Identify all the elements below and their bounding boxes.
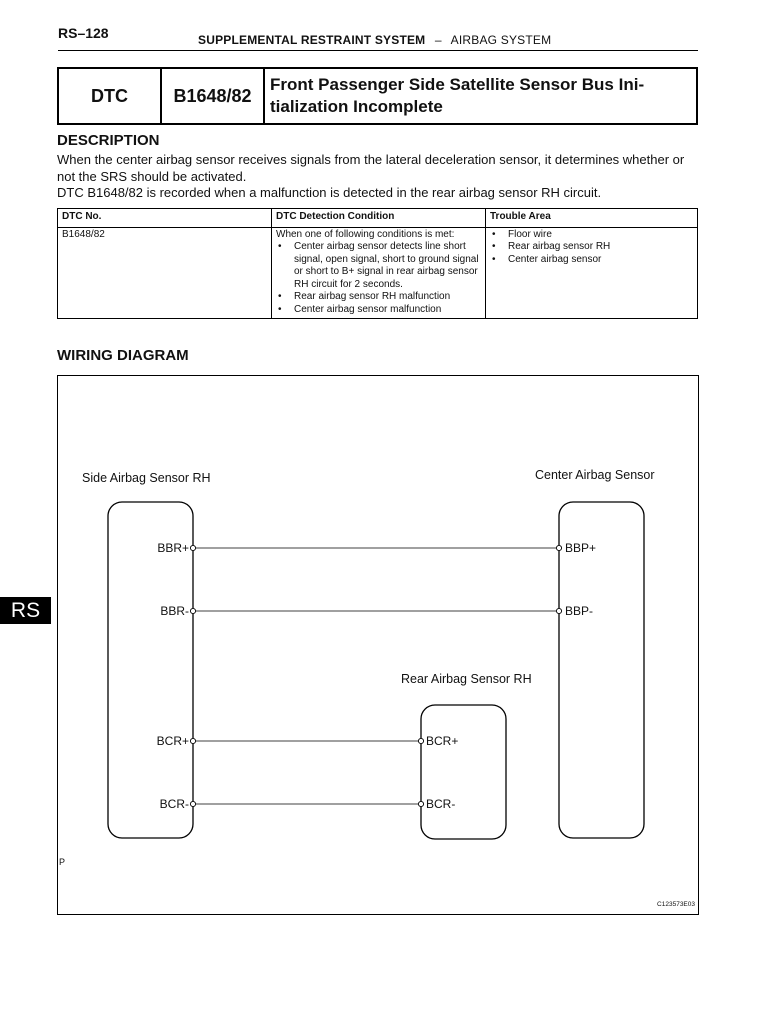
description-heading: DESCRIPTION xyxy=(57,132,160,149)
label-rear-airbag-sensor: Rear Airbag Sensor RH xyxy=(401,672,532,686)
pin-label-bcr-plus-right: BCR+ xyxy=(426,734,459,748)
pin-label-bcr-minus-left: BCR- xyxy=(159,797,189,811)
pin-label-bbr-minus: BBR- xyxy=(160,604,189,618)
dtc-label: DTC xyxy=(59,69,162,123)
dtc-title-box xyxy=(57,67,698,125)
dtc-code: B1648/82 xyxy=(162,69,265,123)
pin-label-bbr-plus: BBR+ xyxy=(157,541,189,555)
list-item: • Center airbag sensor detects line short signal, open signal, short to ground signal or short to B+ signal in rear airbag sensor RH circuit for 2 seconds. xyxy=(276,241,481,291)
terminal-bbr-plus xyxy=(190,545,195,550)
terminal-bbp-plus xyxy=(556,545,561,550)
page-number: RS–128 xyxy=(58,25,109,41)
terminal-bbp-minus xyxy=(556,608,561,613)
running-header xyxy=(198,33,551,47)
terminal-bcr-plus-right xyxy=(418,738,423,743)
cell-detection-condition xyxy=(272,227,486,318)
trouble-area-list xyxy=(490,229,693,267)
description-paragraph: When the center airbag sensor receives signals from the lateral deceleration sensor, it determines whether or not the SRS should be activated. xyxy=(57,152,685,184)
wiring-diagram xyxy=(57,375,699,915)
list-item: • Center airbag sensor xyxy=(490,254,693,267)
description-text xyxy=(57,152,697,202)
section-tab-rs: RS xyxy=(0,597,51,624)
column-header-dtc-no: DTC No. xyxy=(58,209,272,228)
list-item: • Floor wire xyxy=(490,229,693,242)
list-item: • Center airbag sensor malfunction xyxy=(276,304,481,317)
table-header-row xyxy=(58,209,698,228)
system-name: SUPPLEMENTAL RESTRAINT SYSTEM xyxy=(198,33,426,47)
rear-airbag-sensor-body xyxy=(421,705,506,839)
subsystem-name: AIRBAG SYSTEM xyxy=(450,33,552,47)
cell-dtc-no: B1648/82 xyxy=(58,227,272,318)
label-center-airbag-sensor: Center Airbag Sensor xyxy=(535,468,655,482)
condition-list xyxy=(276,241,481,316)
wiring-svg xyxy=(58,376,698,914)
description-paragraph: DTC B1648/82 is recorded when a malfunction is detected in the rear airbag sensor RH circuit. xyxy=(57,185,602,200)
dtc-table xyxy=(57,208,698,319)
pin-label-bbp-plus: BBP+ xyxy=(565,541,597,555)
pin-label-bcr-minus-right: BCR- xyxy=(426,797,456,811)
list-item: • Rear airbag sensor RH xyxy=(490,241,693,254)
header-rule xyxy=(58,50,698,51)
condition-intro: When one of following conditions is met: xyxy=(276,228,455,240)
terminal-bcr-minus-right xyxy=(418,801,423,806)
terminal-bcr-minus-left xyxy=(190,801,195,806)
label-side-airbag-sensor: Side Airbag Sensor RH xyxy=(82,471,211,485)
table-row xyxy=(58,227,698,318)
terminal-bbr-minus xyxy=(190,608,195,613)
list-item: • Rear airbag sensor RH malfunction xyxy=(276,291,481,304)
dtc-title: Front Passenger Side Satellite Sensor Bus Ini- tialization Incomplete xyxy=(270,75,645,116)
cell-trouble-area xyxy=(486,227,698,318)
pin-label-bbp-minus: BBP- xyxy=(565,604,594,618)
pin-label-bcr-plus-left: BCR+ xyxy=(156,734,189,748)
figure-id: C123573E03 xyxy=(657,901,695,908)
header-separator: – xyxy=(434,33,442,47)
corner-mark: P xyxy=(59,857,66,867)
column-header-detection-condition: DTC Detection Condition xyxy=(272,209,486,228)
terminal-bcr-plus-left xyxy=(190,738,195,743)
column-header-trouble-area: Trouble Area xyxy=(486,209,698,228)
wiring-heading: WIRING DIAGRAM xyxy=(57,347,189,364)
